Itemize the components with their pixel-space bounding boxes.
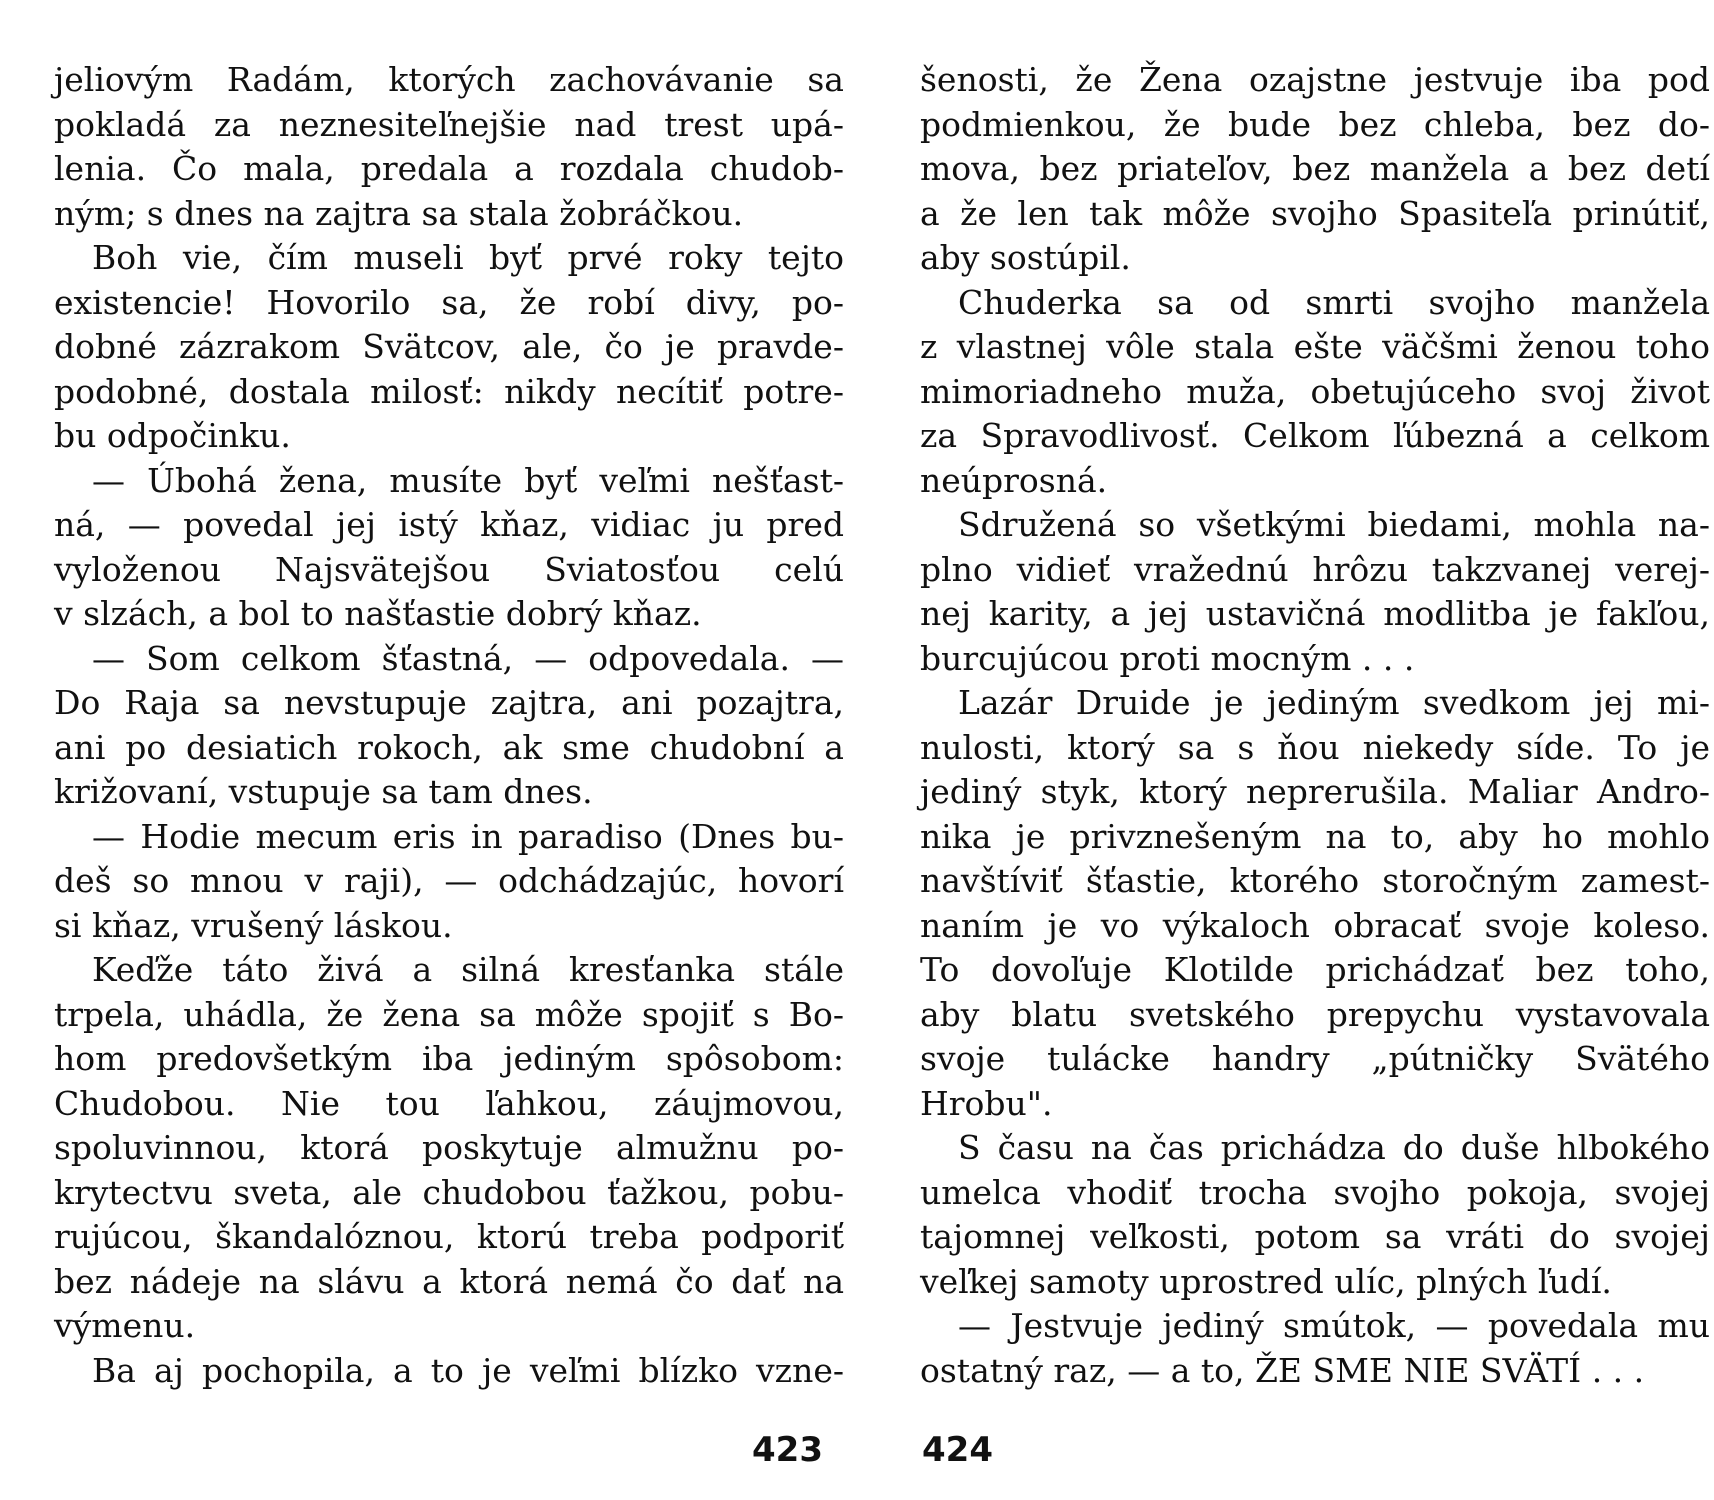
text-line: nika je privznešeným na to, aby ho mohlo [920, 816, 1710, 856]
right-page [920, 58, 1710, 1393]
page-number-left: 423 [752, 1430, 823, 1470]
text-line: Do Raja sa nevstupuje zajtra, ani pozajtra, [54, 683, 844, 722]
text-line: podmienkou, že bude bez chleba, bez do- [920, 104, 1710, 144]
text-line: aby sostúpil. [920, 238, 1131, 277]
text-line: To dovoľuje Klotilde prichádzať bez toho, [920, 950, 1710, 989]
text-line: ným; s dnes na zajtra sa stala žobráčkou. [54, 193, 744, 233]
page-number-right: 424 [922, 1430, 993, 1470]
text-line: krytectvu sveta, ale chudobou ťažkou, pobu- [54, 1172, 844, 1212]
text-line: S času na čas prichádza do duše hlbokého [958, 1128, 1710, 1167]
text-line: aby blatu svetského prepychu vystavovala [920, 994, 1710, 1034]
text-line: pokladá za neznesiteľnejšie nad trest upá- [54, 104, 844, 144]
text-line: vyloženou Najsvätejšou Sviatosťou celú [54, 549, 844, 589]
text-line: ani po desiatich rokoch, ak sme chudobní a [54, 727, 844, 767]
text-line: navštíviť šťastie, ktorého storočným zamest- [920, 861, 1710, 900]
text-line: si kňaz, vrušený láskou. [54, 905, 453, 945]
text-line: burcujúcou proti mocným . . . [920, 638, 1415, 678]
text-line: neúprosná. [920, 460, 1108, 500]
text-line: mova, bez priateľov, bez manžela a bez detí [920, 149, 1710, 188]
text-line: jeliovým Radám, ktorých zachovávanie sa [54, 60, 844, 99]
text-line: Ba aj pochopila, a to je veľmi blízko vzne- [92, 1350, 844, 1390]
text-line: deš so mnou v raji), — odchádzajúc, hovorí [54, 861, 844, 900]
text-line: existencie! Hovorilo sa, že robí divy, po- [54, 282, 844, 322]
text-line: výmenu. [54, 1306, 196, 1345]
text-line: jediný styk, ktorý neprerušila. Maliar Andro- [920, 772, 1710, 811]
text-line: Boh vie, čím museli byť prvé roky tejto [92, 238, 844, 277]
text-line: a že len tak môže svojho Spasiteľa prinútiť, [920, 193, 1710, 233]
text-line: nej karity, a jej ustavičná modlitba je fakľou, [920, 594, 1710, 633]
text-line: trpela, uhádla, že žena sa môže spojiť s Bo- [54, 994, 844, 1034]
left-page [54, 58, 844, 1393]
text-line: ostatný raz, — a to, ŽE SME NIE SVÄTÍ . . . [920, 1350, 1645, 1390]
text-line: šenosti, že Žena ozajstne jestvuje iba pod [920, 60, 1710, 99]
text-line: Sdružená so všetkými biedami, mohla na- [958, 505, 1710, 544]
text-line: — Jestvuje jediný smútok, — povedala mu [958, 1306, 1710, 1345]
text-line: Hrobu". [920, 1083, 1053, 1123]
text-line: Chuderka sa od smrti svojho manžela [958, 282, 1710, 322]
text-line: križovaní, vstupuje sa tam dnes. [54, 772, 593, 811]
text-line: dobné zázrakom Svätcov, ale, čo je pravde- [54, 327, 844, 366]
text-line: bu odpočinku. [54, 416, 291, 455]
text-line: nulosti, ktorý sa s ňou niekedy síde. To je [920, 727, 1710, 767]
text-line: Chudobou. Nie tou ľahkou, záujmovou, [54, 1083, 844, 1123]
text-line: bez nádeje na slávu a ktorá nemá čo dať na [54, 1261, 844, 1301]
text-line: svoje tulácke handry „pútničky Svätého [920, 1039, 1710, 1078]
text-line: naním je vo výkaloch obracať svoje koleso. [920, 905, 1710, 945]
text-line: — Som celkom šťastná, — odpovedala. — [92, 638, 844, 678]
text-line: rujúcou, škandalóznou, ktorú treba podporiť [54, 1217, 844, 1256]
text-line: — Úbohá žena, musíte byť veľmi nešťast- [92, 460, 844, 500]
text-line: ná, — povedal jej istý kňaz, vidiac ju pred [54, 505, 844, 544]
text-line: plno vidieť vražednú hrôzu takzvanej verej- [920, 549, 1710, 589]
text-line: Lazár Druide je jediným svedkom jej mi- [958, 683, 1710, 722]
text-line: veľkej samoty uprostred ulíc, plných ľudí. [920, 1261, 1612, 1301]
text-line: mimoriadneho muža, obetujúceho svoj život [920, 371, 1710, 411]
text-line: v slzách, a bol to našťastie dobrý kňaz. [54, 594, 702, 633]
text-line: lenia. Čo mala, predala a rozdala chudob- [54, 149, 844, 188]
text-line: podobné, dostala milosť: nikdy necítiť potre- [54, 371, 844, 411]
text-line: — Hodie mecum eris in paradiso (Dnes bu- [92, 816, 844, 856]
text-line: spoluvinnou, ktorá poskytuje almužnu po- [54, 1128, 844, 1167]
text-line: hom predovšetkým iba jediným spôsobom: [54, 1039, 844, 1078]
text-line: umelca vhodiť trocha svojho pokoja, svojej [920, 1172, 1710, 1212]
text-line: Keďže táto živá a silná kresťanka stále [92, 950, 844, 989]
text-line: z vlastnej vôle stala ešte väčšmi ženou toho [920, 327, 1710, 366]
text-line: za Spravodlivosť. Celkom ľúbezná a celkom [920, 416, 1710, 455]
text-line: tajomnej veľkosti, potom sa vráti do svojej [920, 1217, 1710, 1256]
